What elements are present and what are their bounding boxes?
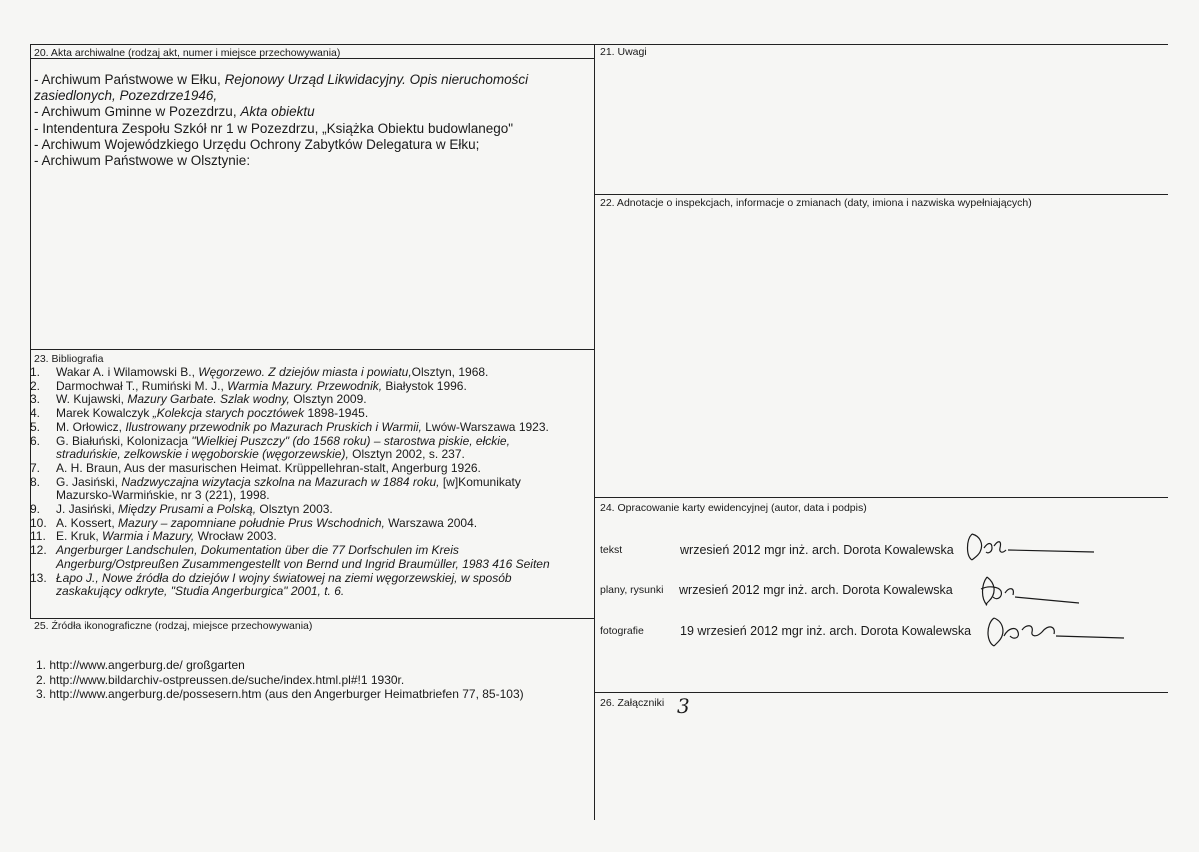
author-row-text [600,543,980,559]
author-row-key: fotografie [600,625,644,637]
entry-italic: Warmia Mazury. Przewodnik, [227,378,383,393]
entry-number: 11. [30,529,46,544]
entry-number: 7. [30,460,41,475]
entry-text [56,572,595,586]
entry-text [56,421,595,435]
entry-italic: Warmia i Mazury, [102,529,195,544]
bibliography-entry [30,462,595,476]
entry-rest: 1898-1945. [304,406,369,421]
bibliography-entry [30,421,595,435]
entry-plain: Marek Kowalczyk [56,406,153,421]
author-row-photos [600,624,980,640]
rule-22-start [594,194,1168,195]
bibliography-list [30,366,595,599]
entry-text [56,558,595,572]
section-24-label: 24. Opracowanie karty ewidencyjnej (autor, data i podpis) [600,502,867,514]
entry-text [56,544,595,558]
entry-plain: G. Białuński, Kolonizacja [56,433,192,448]
entry-italic: Ilustrowany przewodnik po Mazurach Pruskich i Warmii, [125,419,422,434]
section-22-label: 22. Adnotacje o inspekcjach, informacje o zmianach (daty, imiona i nazwiska wypełniających) [600,197,1032,209]
rule-26-start [594,692,1168,693]
bibliography-entry [30,585,595,599]
author-row-value: 19 wrzesień 2012 mgr inż. arch. Dorota Kowalewska [680,624,972,638]
section-21-label: 21. Uwagi [600,46,647,58]
entry-number: 4. [30,406,41,421]
bibliography-entry [30,544,595,558]
entry-italic: Między Prusami a Polską, [118,502,257,517]
entry-italic: straduńskie, zelkowskie i węgoborskie (węgorzewskie), [56,447,349,462]
entry-rest: Olsztyn, 1968. [411,365,489,379]
entry-number: 8. [30,474,41,489]
author-row-key: tekst [600,544,623,556]
signature-1 [962,530,1097,564]
entry-number [30,558,56,572]
entry-number: 3. [30,392,41,407]
author-row-key: plany, rysunki [600,584,664,596]
entry-rest: Lwów-Warszawa 1923. [421,419,549,434]
archive-line: - Intendentura Zespołu Szkół nr 1 w Pozezdrzu, „Książka Obiektu budowlanego" [34,120,514,136]
entry-italic: Mazury – zapomniane południe Prus Wschodnich, [118,515,385,530]
bibliography-entry [30,407,595,421]
entry-italic: Angerburger Landschulen, Dokumentation über die 77 Dorfschulen im Kreis [56,543,459,558]
entry-rest: Olsztyn 2002, s. 237. [348,447,465,462]
bibliography-entry [30,517,595,531]
bibliography-entry [30,435,595,449]
section-26-label: 26. Załączniki [600,697,665,709]
source-line: 2. http://www.bildarchiv-ostpreussen.de/suche/index.html.pl#!1 1930r. [36,672,405,687]
entry-italic: Węgorzewo. Z dziejów miasta i powiatu, [198,365,412,379]
section-20-label: 20. Akta archiwalne (rodzaj akt, numer i miejsce przechowywania) [34,47,341,59]
section-20-archives [34,72,584,169]
bibliography-entry [30,503,595,517]
bibliography-entry [30,366,595,380]
bibliography-entry [30,448,595,462]
entry-rest: Olsztyn 2009. [289,392,367,407]
bibliography-entry [30,476,595,490]
entry-italic: Łapo J., Nowe źródła do dziejów I wojny światowej na ziemi węgorzewskiej, w sposób [56,570,512,585]
entry-text [56,435,595,449]
entry-text [56,380,595,394]
entry-plain: Mazursko-Warmińskie, nr 3 (221), 1998. [56,488,270,503]
entry-plain: Darmochwał T., Rumiński M. J., [56,378,228,393]
attachments-count: 3 [677,694,690,718]
source-line: 1. http://www.angerburg.de/ großgarten [36,658,245,672]
entry-plain: A. H. Braun, Aus der masurischen Heimat. Krüppellehran-stalt, Angerburg 1926. [56,460,481,475]
entry-text [56,585,595,599]
section-25-label: 25. Źródła ikonograficzne (rodzaj, miejsce przechowywania) [34,620,313,632]
entry-italic: „Kolekcja starych pocztówek [152,406,305,421]
rule-24-start [594,497,1168,498]
entry-text [56,517,595,531]
archive-line: - Archiwum Państwowe w Olsztynie: [34,153,251,169]
entry-number: 9. [30,502,41,517]
bibliography-entry [30,558,595,572]
entry-text [56,476,595,490]
entry-number: 6. [30,433,41,448]
entry-italic: Nadzwyczajna wizytacja szkolna na Mazurach w 1884 roku, [121,474,440,489]
iconographic-sources [36,658,524,702]
entry-italic: zaskakujący odkryte, "Studia Angerburgica" 2001, t. 6. [56,584,345,599]
entry-number: 5. [30,419,41,434]
entry-rest: Olsztyn 2003. [256,502,333,517]
entry-rest: Warszawa 2004. [384,515,478,530]
entry-text [56,393,595,407]
entry-number [30,489,56,503]
entry-plain: E. Kruk, [56,529,103,544]
entry-plain: W. Kujawski, [56,392,128,407]
archive-line: - Archiwum Gminne w Pozezdrzu, Akta obiektu [34,104,315,120]
entry-number: 12. [30,543,47,558]
entry-rest: Wrocław 2003. [194,529,277,544]
author-row-value: wrzesień 2012 mgr inż. arch. Dorota Kowalewska [680,543,954,557]
source-line: 3. http://www.angerburg.de/possesern.htm (aus den Angerburger Heimatbriefen 77, 85-103) [36,687,524,701]
rule-23-start [30,349,594,350]
entry-plain: Wakar A. i Wilamowski B., [56,365,199,379]
entry-text [56,530,595,544]
bibliography-entry [30,489,595,503]
signature-3 [982,614,1130,650]
entry-plain: G. Jasiński, [56,474,122,489]
bibliography-entry [30,572,595,586]
entry-text [56,489,595,503]
entry-number: 2. [30,378,41,393]
archive-line: - Archiwum Państwowe w Ełku, Rejonowy Urząd Likwidacyjny. Opis nieruchomości [34,72,529,87]
entry-rest: Białystok 1996. [382,378,467,393]
entry-italic: "Wielkiej Puszczy" (do 1568 roku) – starostwa piskie, ełckie, [191,433,510,448]
entry-plain: M. Orłowicz, [56,419,126,434]
signature-2 [975,575,1085,609]
entry-text [56,448,595,462]
entry-italic: Mazury Garbate. Szlak wodny, [127,392,290,407]
top-rule [30,44,1168,45]
entry-number [30,585,56,599]
entry-rest: [w]Komunikaty [439,474,521,489]
bibliography-entry [30,530,595,544]
author-row-plans [600,583,980,599]
entry-text [56,407,595,421]
bibliography-entry [30,380,595,394]
entry-text [56,366,595,380]
entry-text [56,503,595,517]
entry-plain: A. Kossert, [56,515,119,530]
archive-line: zasiedlonych, Pozezdrze1946, [34,88,218,104]
entry-text [56,462,595,476]
entry-plain: J. Jasiński, [56,502,119,517]
entry-number [30,448,56,462]
archive-line: - Archiwum Wojewódzkiego Urzędu Ochrony Zabytków Delegatura w Ełku; [34,136,480,152]
rule-25-start [30,618,594,619]
bibliography-entry [30,393,595,407]
section-23-label: 23. Bibliografia [34,353,104,365]
author-row-value: wrzesień 2012 mgr inż. arch. Dorota Kowalewska [679,583,953,597]
entry-number: 10. [30,515,47,530]
entry-italic: Angerburg/Ostpreußen Zusammengestellt von Bernd und Ingrid Braumüller, 1983 416 Seiten [56,556,550,571]
entry-number: 1. [30,365,41,379]
entry-number: 13. [30,570,47,585]
